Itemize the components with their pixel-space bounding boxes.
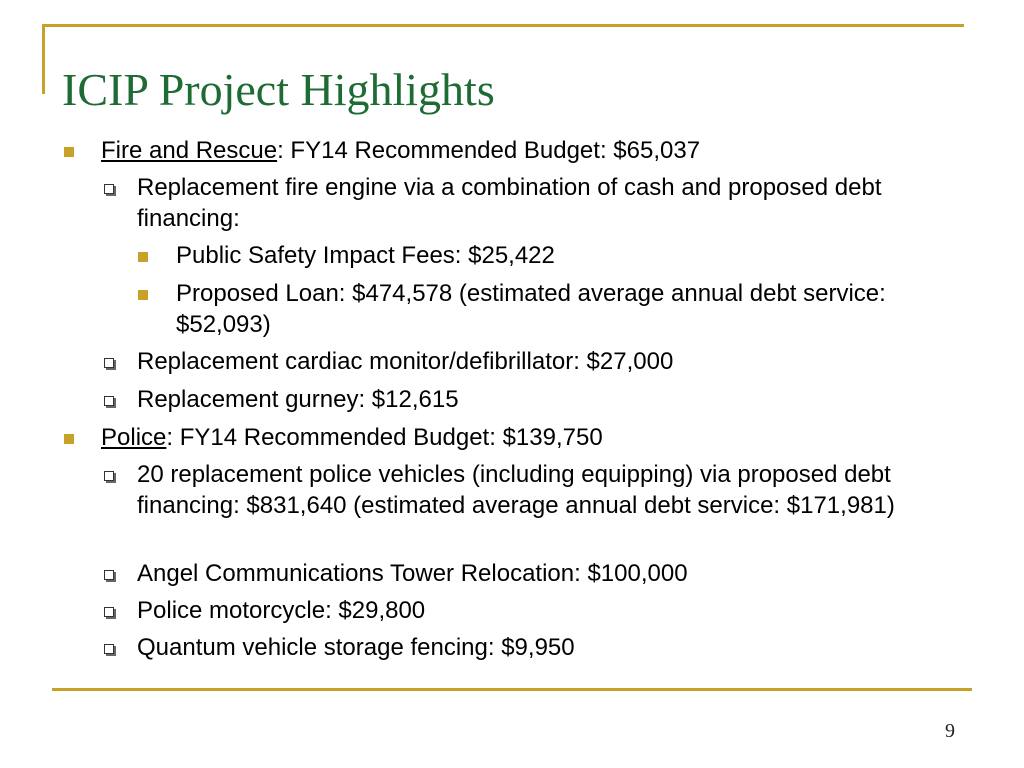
storage-fencing-text: Quantum vehicle storage fencing: $9,950 (137, 634, 575, 661)
hollow-square-bullet-icon (104, 570, 114, 580)
hollow-square-bullet-icon (104, 358, 114, 368)
frame-accent-vertical-line (42, 24, 45, 94)
square-bullet-icon (64, 147, 74, 157)
bullet-police-vehicles (137, 459, 937, 521)
bullet-fire-and-rescue (101, 135, 961, 166)
bullet-storage-fencing (137, 632, 967, 663)
police-motorcycle-text: Police motorcycle: $29,800 (137, 597, 426, 624)
bullet-proposed-loan (176, 278, 936, 340)
bullet-tower-relocation (137, 558, 967, 589)
hollow-square-bullet-icon (104, 607, 114, 617)
gurney-text: Replacement gurney: $12,615 (137, 386, 459, 413)
fire-dept-name: Fire and Rescue (101, 137, 278, 164)
frame-accent-bottom-line (52, 688, 972, 691)
fire-engine-text: Replacement fire engine via a combination of cash and proposed debt financing: (137, 174, 882, 232)
police-dept-name: Police (101, 424, 167, 451)
hollow-square-bullet-icon (104, 644, 114, 654)
cardiac-monitor-text: Replacement cardiac monitor/defibrillator: $27,000 (137, 348, 674, 375)
bullet-gurney (137, 384, 967, 415)
fire-budget: : FY14 Recommended Budget: $65,037 (277, 137, 701, 164)
square-bullet-icon (138, 290, 148, 300)
police-budget: : FY14 Recommended Budget: $139,750 (166, 424, 603, 451)
police-vehicles-text: 20 replacement police vehicles (including equipping) via proposed debt financing: $831,640 (estimated average annual debt service: $171,981) (137, 461, 895, 519)
bullet-cardiac-monitor (137, 346, 967, 377)
slide-title: ICIP Project Highlights (62, 64, 495, 115)
square-bullet-icon (64, 434, 74, 444)
hollow-square-bullet-icon (104, 471, 114, 481)
bullet-fire-engine (137, 172, 967, 234)
bullet-impact-fees (176, 240, 936, 271)
bullet-police-motorcycle (137, 595, 967, 626)
tower-relocation-text: Angel Communications Tower Relocation: $100,000 (137, 560, 688, 587)
square-bullet-icon (138, 252, 148, 262)
proposed-loan-text: Proposed Loan: $474,578 (estimated average annual debt service: $52,093) (176, 280, 886, 338)
impact-fees-text: Public Safety Impact Fees: $25,422 (176, 242, 555, 269)
page-number: 9 (945, 720, 955, 742)
bullet-police (101, 422, 961, 453)
hollow-square-bullet-icon (104, 396, 114, 406)
frame-accent-top-line (42, 24, 964, 27)
hollow-square-bullet-icon (104, 184, 114, 194)
